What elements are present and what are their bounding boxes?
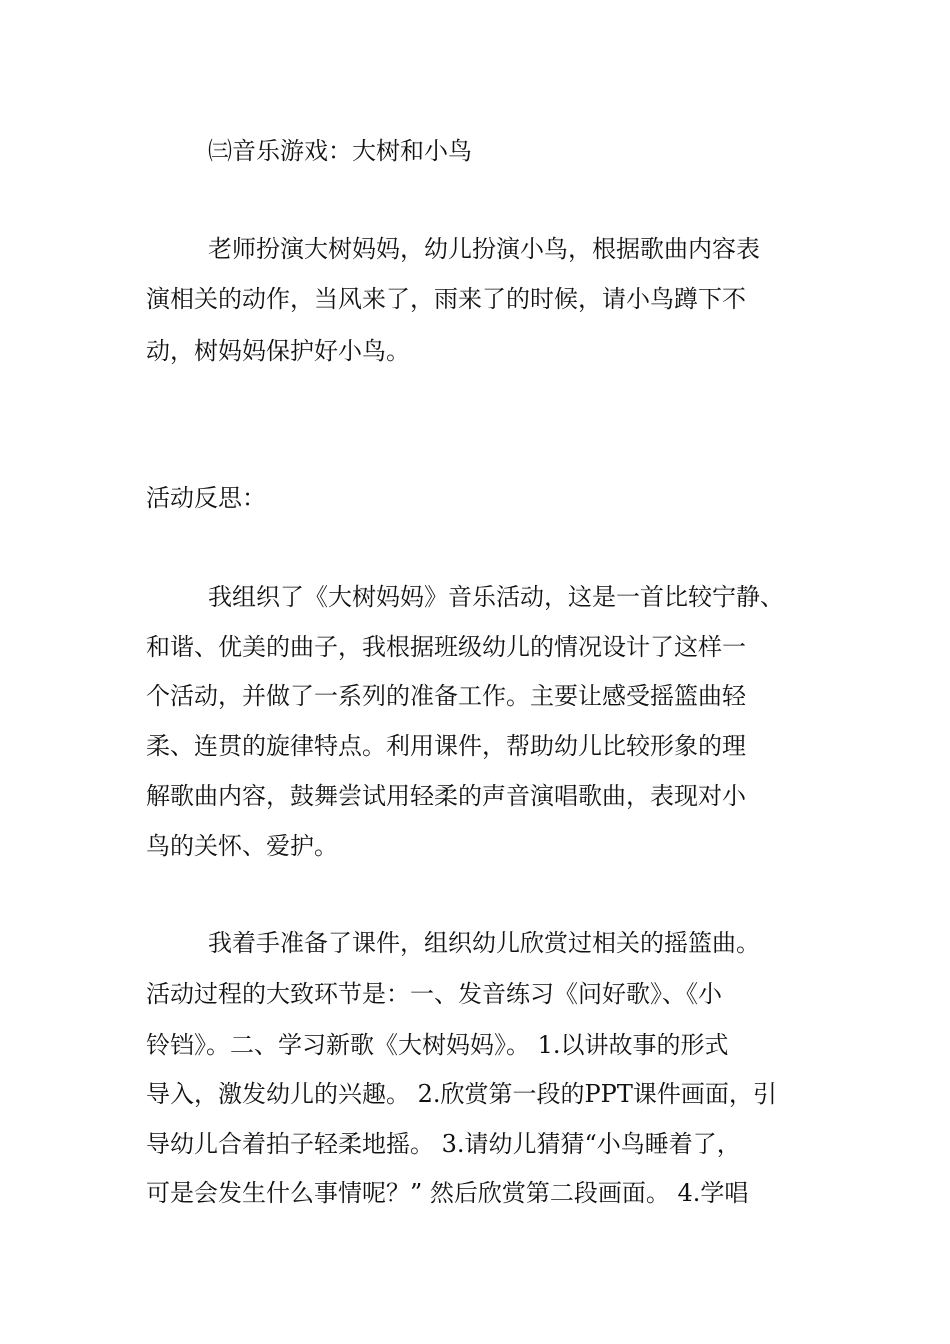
paragraph-2-line-6: 鸟的关怀、爱护。 bbox=[146, 832, 338, 860]
paragraph-3-line-2: 活动过程的大致环节是：一、发音练习《问好歌》、《小 bbox=[146, 980, 722, 1008]
paragraph-2-line-2: 和谐、优美的曲子，我根据班级幼儿的情况设计了这样一 bbox=[146, 633, 746, 661]
paragraph-3-line-1: 我着手准备了课件，组织幼儿欣赏过相关的摇篮曲。 bbox=[208, 929, 760, 957]
reflection-heading: 活动反思： bbox=[146, 484, 266, 512]
section-heading: ㈢音乐游戏：大树和小鸟 bbox=[208, 137, 472, 165]
paragraph-2-line-1: 我组织了《大树妈妈》音乐活动，这是一首比较宁静、 bbox=[208, 583, 784, 611]
paragraph-2-line-4: 柔、连贯的旋律特点。利用课件，帮助幼儿比较形象的理 bbox=[146, 732, 746, 760]
paragraph-3-line-3: 铃铛》。二、学习新歌《大树妈妈》。 1.以讲故事的形式 bbox=[146, 1031, 729, 1059]
paragraph-3-line-5: 导幼儿合着拍子轻柔地摇。 3.请幼儿猜猜“小鸟睡着了， bbox=[146, 1130, 741, 1158]
paragraph-1-line-2: 演相关的动作，当风来了，雨来了的时候，请小鸟蹲下不 bbox=[146, 285, 746, 313]
paragraph-2-line-3: 个活动，并做了一系列的准备工作。主要让感受摇篮曲轻 bbox=[146, 682, 746, 710]
paragraph-3-line-4: 导入，激发幼儿的兴趣。 2.欣赏第一段的PPT课件画面，引 bbox=[146, 1080, 777, 1108]
paragraph-1-line-3: 动，树妈妈保护好小鸟。 bbox=[146, 337, 410, 365]
paragraph-3-line-6: 可是会发生什么事情呢？” 然后欣赏第二段画面。 4.学唱 bbox=[146, 1179, 749, 1207]
paragraph-2-line-5: 解歌曲内容，鼓舞尝试用轻柔的声音演唱歌曲，表现对小 bbox=[146, 782, 746, 810]
paragraph-1-line-1: 老师扮演大树妈妈，幼儿扮演小鸟，根据歌曲内容表 bbox=[208, 235, 760, 263]
